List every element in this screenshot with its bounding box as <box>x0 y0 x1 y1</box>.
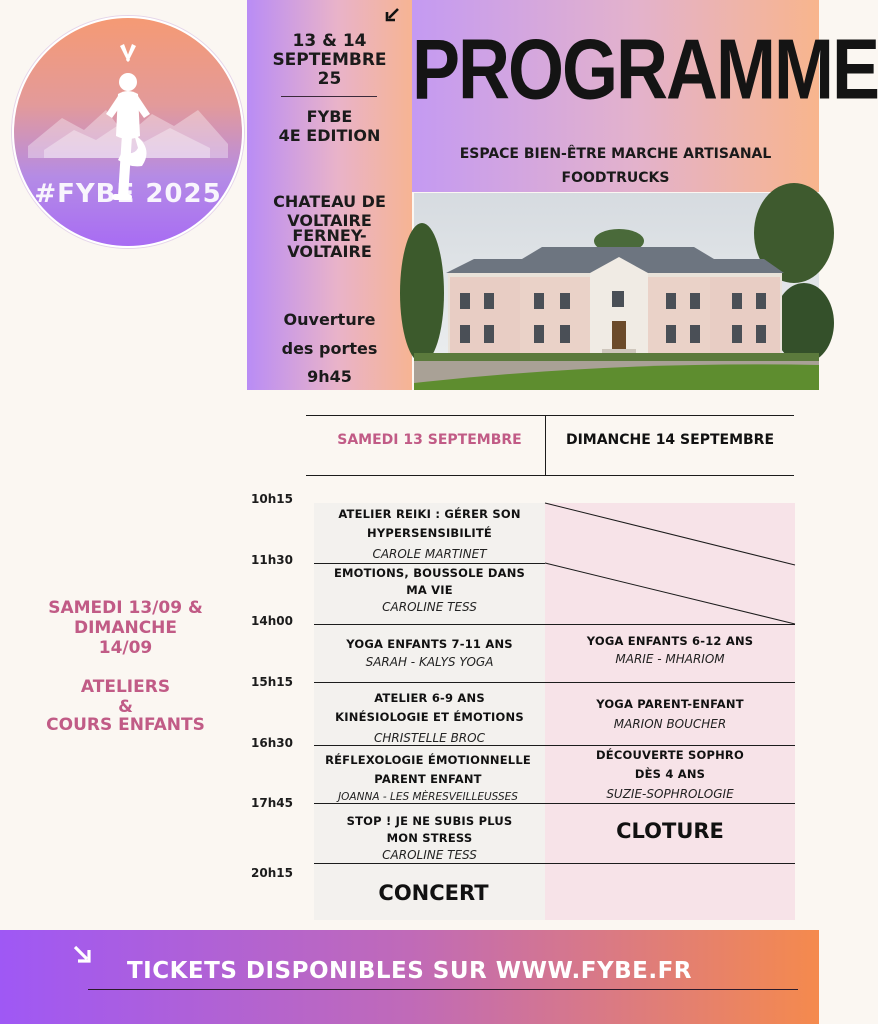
session-card <box>314 635 545 670</box>
logo-text: #FYBE 2025 <box>34 179 222 209</box>
session-speaker: CAROLE MARTINET <box>372 547 487 561</box>
session-card <box>545 695 795 732</box>
table-rule <box>306 415 794 416</box>
session-speaker: CAROLINE TESS <box>382 600 477 614</box>
time-slot: 11h30 <box>251 553 293 567</box>
side-label-activities: ATELIERS <box>80 677 171 697</box>
session-card <box>314 565 545 615</box>
session-speaker: MARIE - MHARIOM <box>615 652 725 666</box>
opening-label: des portes <box>281 339 378 358</box>
arrow-down-left-icon <box>385 8 399 22</box>
opening-time: 9h45 <box>307 367 352 386</box>
session-title: KINÉSIOLOGIE ET ÉMOTIONS <box>335 710 524 724</box>
header-subtitle: ESPACE BIEN-ÊTRE MARCHE ARTISANAL <box>459 146 772 162</box>
session-card <box>314 813 545 863</box>
session-title: YOGA ENFANTS 6-12 ANS <box>586 634 754 648</box>
session-speaker: JOANNA - LES MÈRESVEILLEUSSES <box>338 791 518 803</box>
side-label-activities: & <box>118 697 133 717</box>
event-dates: 13 & 14 SEPTEMBRE 25 <box>272 31 387 89</box>
venue-line: VOLTAIRE <box>287 242 372 261</box>
session-title: DÈS 4 ANS <box>634 767 706 781</box>
session-speaker: CAROLINE TESS <box>382 848 477 862</box>
session-title: MON STRESS <box>386 831 473 845</box>
session-title: ATELIER REIKI : GÉRER SON <box>338 507 521 521</box>
time-slot: 14h00 <box>251 614 293 628</box>
session-card <box>545 632 795 667</box>
venue-line: FERNEY- <box>292 226 367 245</box>
venue-line: VOLTAIRE <box>287 211 372 230</box>
session-speaker: SUZIE-SOPHROLOGIE <box>606 787 734 801</box>
side-label-dates: SAMEDI 13/09 & <box>48 598 203 618</box>
event-info-panel <box>247 0 412 390</box>
empty-slot-strikes <box>545 503 795 625</box>
side-label-activities: COURS ENFANTS <box>46 715 205 735</box>
session-title: PARENT ENFANT <box>374 772 482 786</box>
session-title: MA VIE <box>406 583 453 597</box>
session-title: STOP ! JE NE SUBIS PLUS <box>346 814 513 828</box>
session-card <box>545 746 795 802</box>
row-rule <box>314 682 795 683</box>
session-title: DÉCOUVERTE SOPHRO <box>596 748 744 762</box>
chateau-photo <box>414 193 819 390</box>
session-title: ATELIER 6-9 ANS <box>374 691 485 705</box>
ticket-banner <box>0 930 819 1024</box>
venue-line: CHATEAU DE <box>273 192 386 211</box>
session-card <box>314 689 545 746</box>
session-title: EMOTIONS, BOUSSOLE DANS <box>333 566 526 580</box>
time-slot: 10h15 <box>251 492 293 506</box>
header-subtitle: FOODTRUCKS <box>561 170 670 186</box>
row-rule <box>314 863 795 864</box>
row-rule <box>314 563 545 564</box>
time-slot: 15h15 <box>251 675 293 689</box>
side-label-dates: DIMANCHE <box>73 618 178 638</box>
sunday-header: DIMANCHE 14 SEPTEMBRE <box>565 432 775 448</box>
session-title: YOGA ENFANTS 7-11 ANS <box>346 637 513 651</box>
time-slot: 16h30 <box>251 736 293 750</box>
session-card <box>314 505 545 562</box>
session-speaker: MARION BOUCHER <box>613 717 727 731</box>
table-rule <box>306 475 794 476</box>
programme-header <box>412 0 878 192</box>
yoga-mountain-illustration <box>14 18 242 246</box>
time-slot: 17h45 <box>251 796 293 810</box>
concert-label: CONCERT <box>378 881 489 905</box>
session-title: YOGA PARENT-ENFANT <box>596 697 744 711</box>
fybe-logo <box>12 16 244 248</box>
session-title: RÉFLEXOLOGIE ÉMOTIONNELLE <box>325 753 531 767</box>
session-speaker: SARAH - KALYS YOGA <box>365 655 494 669</box>
side-label-dates: 14/09 <box>98 638 153 658</box>
saturday-header: SAMEDI 13 SEPTEMBRE <box>337 432 522 448</box>
page-title: PROGRAMME <box>412 23 878 118</box>
divider <box>281 96 377 97</box>
session-card <box>306 751 550 805</box>
tickets-link[interactable]: TICKETS DISPONIBLES SUR WWW.FYBE.FR <box>126 958 693 984</box>
closing-label: CLOTURE <box>616 819 724 843</box>
event-edition: 4E EDITION <box>278 126 381 145</box>
opening-label: Ouverture <box>283 310 376 329</box>
event-name: FYBE <box>306 107 353 126</box>
time-slot: 20h15 <box>251 866 293 880</box>
footer-underline <box>88 989 798 990</box>
session-title: HYPERSENSIBILITÉ <box>367 526 492 540</box>
session-speaker: CHRISTELLE BROC <box>374 731 485 745</box>
